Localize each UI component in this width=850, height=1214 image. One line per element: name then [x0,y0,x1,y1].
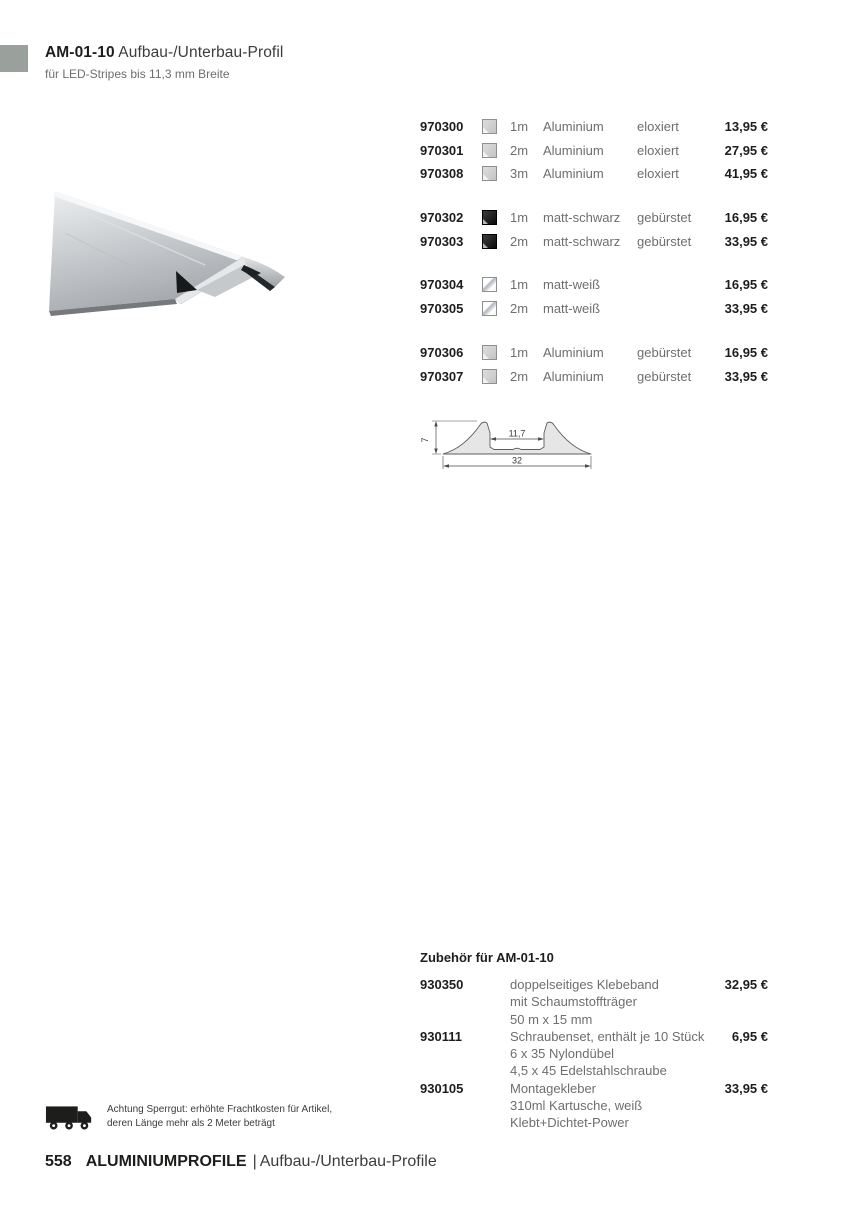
price-value: 16,95 € [724,210,768,226]
product-photo [45,183,295,321]
price-value: 41,95 € [724,166,768,182]
product-row [420,115,768,139]
material-value: matt-weiß [543,300,601,316]
article-number: 970307 [420,368,464,384]
length-value: 2m [510,233,529,249]
article-number: 970304 [420,277,464,293]
product-row [420,297,768,321]
color-swatch [482,301,510,316]
product-row [420,162,768,186]
product-row [420,365,768,389]
article-number: 970301 [420,142,464,158]
article-number: 970305 [420,300,464,316]
length-value: 1m [510,119,529,135]
finish-value: eloxiert [637,166,679,182]
aluminium-swatch-icon [482,119,497,134]
accessory-description-line: mit Schaumstoffträger [510,994,637,1010]
accessory-price: 33,95 € [724,1080,768,1096]
article-number: 970306 [420,345,464,361]
finish-value: eloxiert [637,119,679,135]
article-number: 970300 [420,119,464,135]
product-heading [45,44,283,62]
aluminium-swatch-icon [482,143,497,158]
price-value: 13,95 € [724,119,768,135]
material-value: Aluminium [543,119,604,135]
footer-divider: | [252,1153,257,1170]
article-number: 970302 [420,210,464,226]
accessory-description-line: 4,5 x 45 Edelstahlschraube [510,1063,667,1079]
material-value: Aluminium [543,345,604,361]
page-number: 558 [45,1153,72,1170]
product-group-gebuerstet [420,341,768,388]
price-value: 27,95 € [724,142,768,158]
article-number: 970303 [420,233,464,249]
page-footer [45,1153,437,1171]
length-value: 1m [510,277,529,293]
color-swatch [482,166,510,181]
material-value: matt-schwarz [543,210,621,226]
page-corner-marker [0,45,28,72]
product-group-eloxiert [420,115,768,186]
color-swatch [482,345,510,360]
product-row [420,273,768,297]
product-group-weiss [420,273,768,320]
product-title: Aufbau-/Unterbau-Profil [118,44,284,61]
shipping-note-line: deren Länge mehr als 2 Meter beträgt [107,1117,275,1129]
black-swatch-icon [482,210,497,225]
accessory-description-line: 310ml Kartusche, weiß [510,1098,643,1114]
color-swatch [482,210,510,225]
material-value: matt-weiß [543,277,601,293]
color-swatch [482,119,510,134]
black-swatch-icon [482,234,497,249]
product-row [420,230,768,254]
length-value: 2m [510,300,529,316]
article-number: 970308 [420,166,464,182]
length-value: 1m [510,345,529,361]
accessory-price: 32,95 € [724,977,768,992]
footer-section: Aufbau-/Unterbau-Profile [259,1153,437,1170]
aluminium-swatch-icon [482,345,497,360]
price-value: 33,95 € [724,300,768,316]
finish-value: eloxiert [637,142,679,158]
accessory-item [420,976,768,1028]
accessory-description-line: Schraubenset, enthält je 10 Stück [510,1028,705,1044]
length-value: 2m [510,368,529,384]
color-swatch [482,143,510,158]
product-subtitle: für LED-Stripes bis 11,3 mm Breite [45,67,230,81]
accessory-description-line: 6 x 35 Nylondübel [510,1046,615,1062]
aluminium-swatch-icon [482,369,497,384]
accessory-item [420,1028,768,1080]
shipping-note-line: Achtung Sperrgut: erhöhte Frachtkosten für Artikel, [107,1104,333,1115]
product-group-schwarz [420,206,768,253]
finish-value: gebürstet [637,345,692,361]
material-value: Aluminium [543,166,604,182]
aluminium-swatch-icon [482,166,497,181]
product-code: AM-01-10 [45,44,115,61]
finish-value: gebürstet [637,210,692,226]
length-value: 2m [510,142,529,158]
accessory-item [420,1080,768,1132]
accessory-price: 6,95 € [731,1028,768,1044]
length-value: 1m [510,210,529,226]
accessories-title: Zubehör für AM-01-10 [420,950,554,965]
color-swatch [482,234,510,249]
finish-value: gebürstet [637,233,692,249]
white-swatch-icon [482,301,497,316]
accessory-description-line: doppelseitiges Klebeband [510,977,659,992]
product-row [420,341,768,365]
color-swatch [482,369,510,384]
accessory-article-number: 930350 [420,977,464,992]
accessory-description-line: 50 m x 15 mm [510,1011,593,1027]
price-value: 16,95 € [724,277,768,293]
total-width-dimension-label: 32 [511,455,523,466]
dimension-drawing [421,407,597,481]
length-value: 3m [510,166,529,182]
price-value: 33,95 € [724,368,768,384]
color-swatch [482,277,510,292]
price-value: 16,95 € [724,345,768,361]
accessory-description-line: Klebt+Dichtet-Power [510,1115,629,1131]
accessory-article-number: 930111 [420,1028,462,1044]
accessories-list [420,976,768,1132]
truck-icon [45,1102,95,1132]
material-value: matt-schwarz [543,233,621,249]
product-row [420,206,768,230]
accessory-description [510,1028,768,1080]
accessory-description-line: Montagekleber [510,1080,596,1096]
inner-width-dimension-label: 11,7 [508,428,526,439]
shipping-note [107,1103,332,1130]
height-dimension-label: 7 [421,437,430,443]
accessory-article-number: 930105 [420,1080,464,1096]
white-swatch-icon [482,277,497,292]
material-value: Aluminium [543,368,604,384]
cross-section-drawing [421,407,597,481]
footer-category: ALUMINIUMPROFILE [85,1153,247,1170]
aluminium-profile-image [45,183,295,321]
material-value: Aluminium [543,142,604,158]
finish-value: gebürstet [637,368,692,384]
product-row [420,139,768,163]
price-value: 33,95 € [724,233,768,249]
